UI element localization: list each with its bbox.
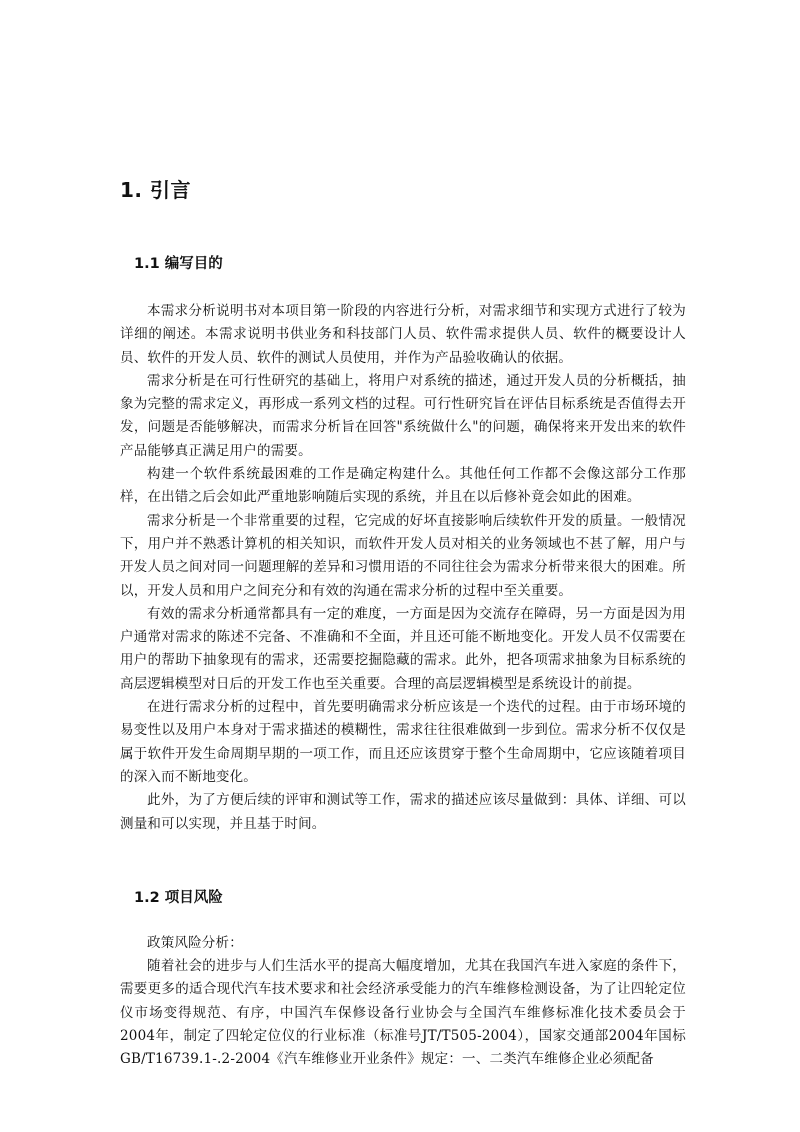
- purpose-paragraph: 在进行需求分析的过程中，首先要明确需求分析应该是一个迭代的过程。由于市场环境的易变性以及用户本身对于需求描述的模糊性，需求往往很难做到一步到位。需求分析不仅仅是属于软件开发生命周期早期的一项工作，而且还应该贯穿于整个生命周期中，它应该随着项目的深入而不断地变化。: [120, 699, 686, 785]
- risk-paragraph: 政策风险分析：: [147, 934, 243, 951]
- purpose-paragraph: 需求分析是一个非常重要的过程，它完成的好坏直接影响后续软件开发的质量。一般情况下，用户并不熟悉计算机的相关知识，而软件开发人员对相关的业务领域也不甚了解，用户与开发人员之间对同一问题理解的差异和习惯用语的不同往往会为需求分析带来很大的困难。所以，开发人员和用户之间充分和有效的沟通在需求分析的过程中至关重要。: [120, 512, 686, 599]
- section-heading-purpose: 1.1 编写目的: [134, 256, 223, 272]
- page-content: [120, 176, 686, 1072]
- risk-paragraph: 随着社会的进步与人们生活水平的提高大幅度增加，尤其在我国汽车进入家庭的条件下，需要更多的适合现代汽车技术要求和社会经济承受能力的汽车维修检测设备，为了让四轮定位仪市场变得规范、有序，中国汽车保修设备行业协会与全国汽车维修标准化技术委员会于2004年，制定了四轮定位仪的行业标准（标准号JT/T505-2004），国家交通部2004年国标GB/T16739.1-.2-2004《汽车维修业开业条件》规定：一、二类汽车维修企业必须配备: [120, 958, 686, 1068]
- section-heading-project-risk: 1.2 项目风险: [134, 889, 223, 906]
- purpose-paragraph: 本需求分析说明书对本项目第一阶段的内容进行分析，对需求细节和实现方式进行了较为详细的阐述。本需求说明书供业务和科技部门人员、软件需求提供人员、软件的概要设计人员、软件的开发人员、软件的测试人员使用，并作为产品验收确认的依据。: [120, 303, 686, 366]
- section-heading-introduction: 1. 引言: [120, 178, 191, 202]
- purpose-paragraph: 有效的需求分析通常都具有一定的难度，一方面是因为交流存在障碍，另一方面是因为用户通常对需求的陈述不完备、不准确和不全面，并且还可能不断地变化。开发人员不仅需要在用户的帮助下抽象现有的需求，还需要挖掘隐藏的需求。此外，把各项需求抽象为目标系统的高层逻辑模型对日后的开发工作也至关重要。合理的高层逻辑模型是系统设计的前提。: [120, 605, 686, 692]
- purpose-paragraph: 需求分析是在可行性研究的基础上，将用户对系统的描述，通过开发人员的分析概括，抽象为完整的需求定义，再形成一系列文档的过程。可行性研究旨在评估目标系统是否值得去开发，问题是否能够解决，而需求分析旨在回答"系统做什么"的问题，确保将来开发出来的软件产品能够真正满足用户的需要。: [120, 372, 686, 459]
- purpose-paragraph: 构建一个软件系统最困难的工作是确定构建什么。其他任何工作都不会像这部分工作那样，在出错之后会如此严重地影响随后实现的系统，并且在以后修补竟会如此的困难。: [120, 466, 686, 506]
- purpose-paragraph: 此外，为了方便后续的评审和测试等工作，需求的描述应该尽量做到：具体、详细、可以测量和可以实现，并且基于时间。: [120, 792, 686, 832]
